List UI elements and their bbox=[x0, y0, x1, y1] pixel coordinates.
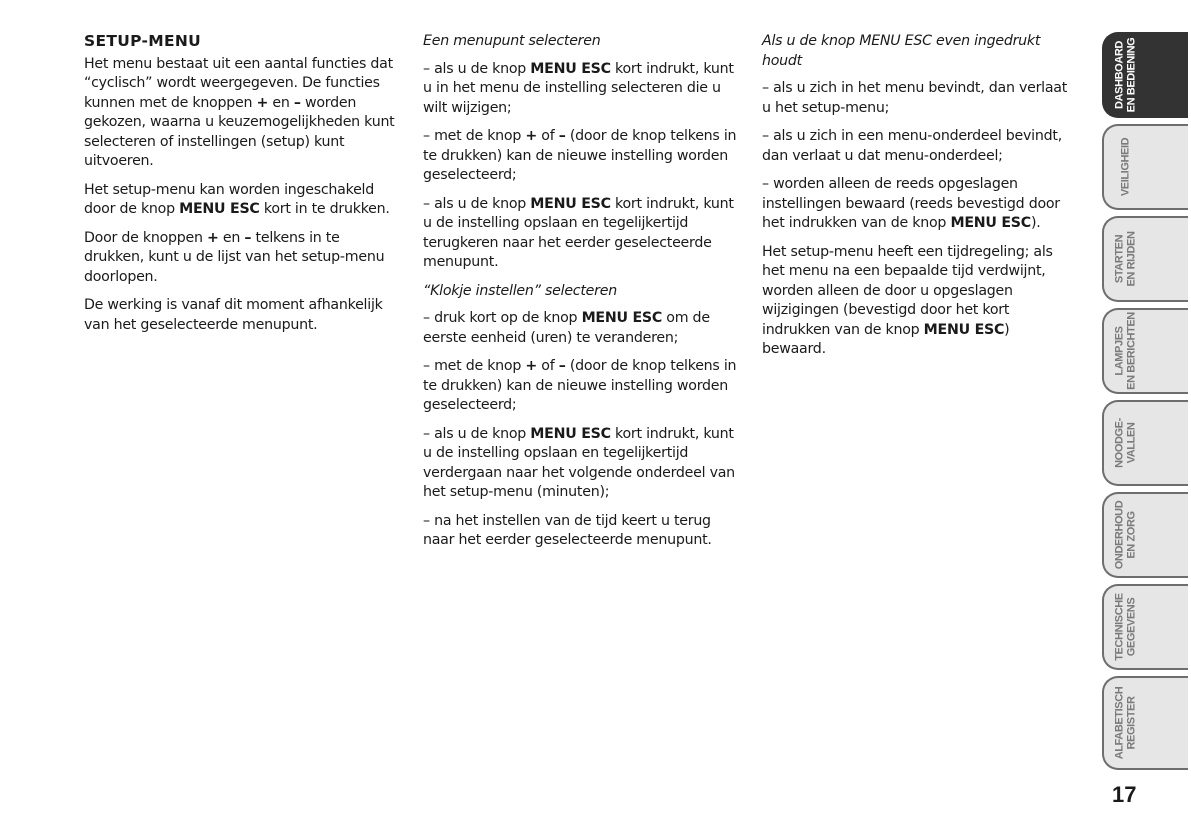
tab-veiligheid[interactable]: VEILIGHEID bbox=[1102, 124, 1188, 210]
paragraph-menu-intro: Het menu bestaat uit een aantal functies dat “cyclisch” wordt weergegeven. De functies kunnen met de knoppen + en – worden gekozen, waarna u keuzemogelijkheden kunt selecteren of instellingen (setup) kunt uitvoeren. bbox=[84, 55, 395, 169]
list-item: – worden alleen de reeds opgeslagen instellingen bewaard (reeds bevestigd door het indrukken van de knop MENU ESC). bbox=[762, 176, 1060, 231]
tab-starten[interactable]: STARTEN EN RIJDEN bbox=[1102, 216, 1188, 302]
column-2 bbox=[423, 32, 737, 560]
list-item: – als u de knop MENU ESC kort indrukt, kunt u in het menu de instelling selecteren die u wilt wijzigen; bbox=[423, 60, 734, 116]
subheading-set-clock: “Klokje instellen” selecteren bbox=[423, 282, 617, 299]
tab-lampjes[interactable]: LAMPJES EN BERICHTEN bbox=[1102, 308, 1188, 394]
list-item: – als u zich in het menu bevindt, dan verlaat u het setup-menu; bbox=[762, 80, 1068, 116]
subheading-select-menu-item: Een menupunt selecteren bbox=[423, 33, 601, 49]
tab-onderhoud[interactable]: ONDERHOUD EN ZORG bbox=[1102, 492, 1188, 578]
tab-dashboard[interactable]: DASHBOARD EN BEDIENING bbox=[1102, 32, 1188, 118]
list-item: – druk kort op de knop MENU ESC om de eerste eenheid (uren) te veranderen; bbox=[423, 310, 710, 346]
button-reference-menu-esc: MENU ESC bbox=[179, 201, 260, 217]
tab-technische[interactable]: TECHNISCHE GEGEVENS bbox=[1102, 584, 1188, 670]
page-number: 17 bbox=[1112, 782, 1137, 807]
subheading-hold-menu-esc: Als u de knop MENU ESC even ingedrukt houdt bbox=[762, 33, 1041, 69]
tab-noodgevallen[interactable]: NOODGE- VALLEN bbox=[1102, 400, 1188, 486]
list-item: – als u de knop MENU ESC kort indrukt, kunt u de instelling opslaan en tegelijkertijd verdergaan naar het volgende onderdeel van het setup-menu (minuten); bbox=[423, 425, 735, 500]
list-item: – met de knop + of – (door de knop telkens in te drukken) kan de nieuwe instelling worden geselecteerd; bbox=[423, 128, 737, 183]
paragraph-browse-list: Door de knoppen + en – telkens in te drukken, kunt u de lijst van het setup-menu doorlopen. bbox=[84, 229, 385, 285]
section-heading: SETUP-MENU bbox=[84, 32, 202, 50]
column-1 bbox=[84, 32, 396, 344]
list-item: – als u zich in een menu-onderdeel bevindt, dan verlaat u dat menu-onderdeel; bbox=[762, 128, 1062, 164]
paragraph-timeout: Het setup-menu heeft een tijdregeling; als het menu na een bepaalde tijd verdwijnt, worden alleen de door u opgeslagen wijzigingen (bevestigd door het kort indrukken van de knop MENU ESC) bewaard. bbox=[762, 243, 1053, 357]
column-3 bbox=[762, 32, 1076, 369]
chapter-tabs bbox=[1102, 0, 1191, 770]
list-item: – als u de knop MENU ESC kort indrukt, kunt u de instelling opslaan en tegelijkertijd terugkeren naar het eerder geselecteerde menupunt. bbox=[423, 195, 734, 270]
paragraph-activate-menu: Het setup-menu kan worden ingeschakeld door de knop MENU ESC kort in te drukken. bbox=[84, 181, 390, 217]
paragraph-function-depends: De werking is vanaf dit moment afhankelijk van het geselecteerde menupunt. bbox=[84, 297, 383, 333]
tab-register[interactable]: ALFABETISCH REGISTER bbox=[1102, 676, 1188, 770]
list-item: – na het instellen van de tijd keert u terug naar het eerder geselecteerde menupunt. bbox=[423, 512, 712, 548]
list-item: – met de knop + of – (door de knop telkens in te drukken) kan de nieuwe instelling worden geselecteerd; bbox=[423, 358, 737, 413]
